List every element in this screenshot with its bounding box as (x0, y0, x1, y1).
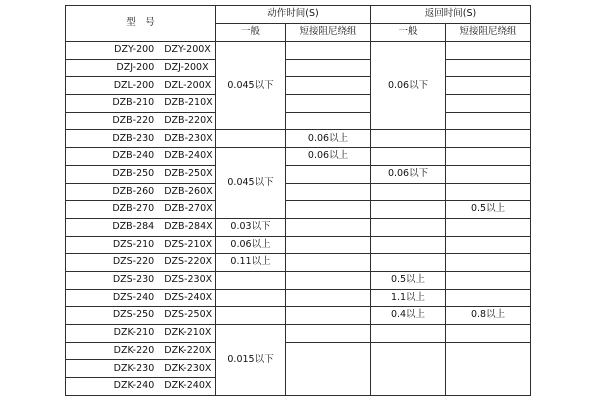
model-name: DZL-200 (113, 79, 155, 91)
model-name-x: DZB-240X (164, 150, 213, 162)
value-cell: 0.06以下 (371, 165, 446, 183)
table-row (66, 342, 531, 360)
value-cell: 0.5以上 (446, 201, 531, 219)
model-cell (66, 360, 216, 378)
empty-cell (286, 95, 371, 113)
empty-cell (446, 130, 531, 148)
empty-cell (446, 236, 531, 254)
model-cell (66, 148, 216, 166)
empty-cell (371, 183, 446, 201)
model-cell (66, 378, 216, 396)
empty-cell (286, 165, 371, 183)
model-name: DZS-250 (112, 309, 155, 321)
empty-cell (286, 201, 371, 219)
model-name: DZB-284 (112, 221, 155, 232)
model-name: DZK-220 (113, 344, 155, 356)
model-name: DZB-230 (112, 132, 155, 144)
empty-cell (446, 59, 531, 77)
empty-cell (446, 112, 531, 130)
header-return-general: 一般 (371, 24, 446, 42)
model-name: DZB-240 (112, 150, 155, 162)
value-cell: 0.4以上 (371, 307, 446, 325)
empty-cell (446, 148, 531, 166)
empty-cell (286, 59, 371, 77)
empty-cell (446, 254, 531, 272)
empty-cell (446, 42, 531, 60)
table-row (66, 183, 531, 201)
model-name-x: DZB-270X (164, 203, 213, 215)
value-cell: 0.06以上 (286, 148, 371, 166)
table-row (66, 325, 531, 343)
empty-cell (371, 342, 446, 395)
model-cell (66, 42, 216, 60)
value-cell: 1.1以上 (371, 289, 446, 307)
model-cell (66, 254, 216, 272)
model-cell (66, 271, 216, 289)
empty-cell (286, 42, 371, 60)
empty-cell (286, 289, 371, 307)
empty-cell (286, 325, 371, 343)
empty-cell (371, 148, 446, 166)
model-name-x: DZS-230X (164, 274, 213, 286)
header-model: 型 号 (66, 6, 216, 42)
header-action-general: 一般 (216, 24, 286, 42)
empty-cell (446, 218, 531, 236)
model-name-x: DZK-240X (164, 380, 212, 392)
empty-cell (371, 325, 446, 343)
model-cell (66, 289, 216, 307)
empty-cell (446, 342, 531, 395)
table-row (66, 236, 531, 254)
empty-cell (371, 236, 446, 254)
table-row (66, 130, 531, 148)
empty-cell (371, 254, 446, 272)
table-row (66, 112, 531, 130)
header-action-damping: 短接阻尼绕组 (286, 24, 371, 42)
empty-cell (286, 112, 371, 130)
table-row (66, 165, 531, 183)
value-cell: 0.06以下 (371, 42, 446, 130)
model-name-x: DZS-240X (164, 291, 213, 303)
value-cell: 0.06以上 (216, 236, 286, 254)
model-name-x: DZL-200X (164, 79, 212, 91)
model-name: DZB-270 (112, 203, 155, 215)
header-action-time: 动作时间(S) (216, 6, 371, 24)
model-name: DZS-230 (112, 274, 155, 286)
model-cell (66, 307, 216, 325)
model-name-x: DZS-220X (164, 256, 213, 268)
table-row (66, 218, 531, 236)
value-cell: 0.015以下 (216, 325, 286, 396)
empty-cell (216, 130, 286, 148)
model-cell (66, 77, 216, 95)
table-row (66, 77, 531, 95)
model-name-x: DZB-220X (164, 114, 213, 126)
model-name-x: DZK-210X (164, 327, 212, 339)
table-row (66, 42, 531, 60)
model-name: DZB-220 (112, 114, 155, 126)
model-name-x: DZS-210X (164, 238, 213, 250)
model-name-x: DZY-200X (164, 44, 211, 56)
table-row (66, 59, 531, 77)
model-name: DZS-210 (112, 238, 155, 250)
model-name-x: DZB-260X (164, 185, 213, 197)
table-row (66, 95, 531, 113)
header-return-damping: 短接阻尼绕组 (446, 24, 531, 42)
table-row (66, 254, 531, 272)
empty-cell (216, 307, 286, 325)
model-name-x: DZS-250X (164, 309, 213, 321)
empty-cell (446, 95, 531, 113)
empty-cell (286, 77, 371, 95)
model-name-x: DZB-230X (164, 132, 213, 144)
model-name-x: DZK-230X (164, 362, 212, 374)
model-name: DZK-230 (113, 362, 155, 374)
value-cell: 0.045以下 (216, 42, 286, 130)
empty-cell (286, 342, 371, 395)
header-row-1 (66, 6, 531, 24)
model-cell (66, 59, 216, 77)
model-name: DZB-260 (112, 185, 155, 197)
empty-cell (446, 271, 531, 289)
empty-cell (371, 218, 446, 236)
empty-cell (446, 165, 531, 183)
value-cell: 0.06以上 (286, 130, 371, 148)
empty-cell (286, 236, 371, 254)
model-name: DZS-240 (112, 291, 155, 303)
empty-cell (216, 289, 286, 307)
model-name: DZY-200 (114, 44, 155, 56)
table-row (66, 201, 531, 219)
model-name: DZS-220 (112, 256, 155, 268)
table-row (66, 271, 531, 289)
model-name-x: DZK-220X (164, 344, 212, 356)
model-cell (66, 183, 216, 201)
empty-cell (286, 218, 371, 236)
empty-cell (216, 271, 286, 289)
model-name-x: DZB-284X (164, 221, 213, 232)
model-name: DZJ-200 (116, 61, 155, 73)
empty-cell (371, 130, 446, 148)
model-cell (66, 112, 216, 130)
model-cell (66, 130, 216, 148)
model-name-x: DZB-210X (164, 97, 213, 109)
model-name: DZB-210 (112, 97, 155, 109)
table-row (66, 307, 531, 325)
model-cell (66, 325, 216, 343)
spec-table (65, 5, 531, 396)
empty-cell (286, 254, 371, 272)
empty-cell (286, 183, 371, 201)
model-cell (66, 218, 216, 236)
header-return-time: 返回时间(S) (371, 6, 531, 24)
table-row (66, 148, 531, 166)
model-name-x: DZB-250X (164, 167, 213, 179)
model-name: DZB-250 (112, 167, 155, 179)
model-cell (66, 342, 216, 360)
empty-cell (286, 307, 371, 325)
value-cell: 0.03以下 (216, 218, 286, 236)
value-cell: 0.8以上 (446, 307, 531, 325)
table-row (66, 289, 531, 307)
model-cell (66, 236, 216, 254)
empty-cell (446, 77, 531, 95)
model-cell (66, 201, 216, 219)
empty-cell (446, 183, 531, 201)
model-cell (66, 95, 216, 113)
model-name: DZK-240 (113, 380, 155, 392)
value-cell: 0.5以上 (371, 271, 446, 289)
empty-cell (371, 201, 446, 219)
empty-cell (446, 289, 531, 307)
empty-cell (286, 271, 371, 289)
model-name: DZK-210 (113, 327, 155, 339)
model-name-x: DZJ-200X (164, 61, 209, 73)
value-cell: 0.045以下 (216, 148, 286, 219)
empty-cell (446, 325, 531, 343)
value-cell: 0.11以上 (216, 254, 286, 272)
model-cell (66, 165, 216, 183)
